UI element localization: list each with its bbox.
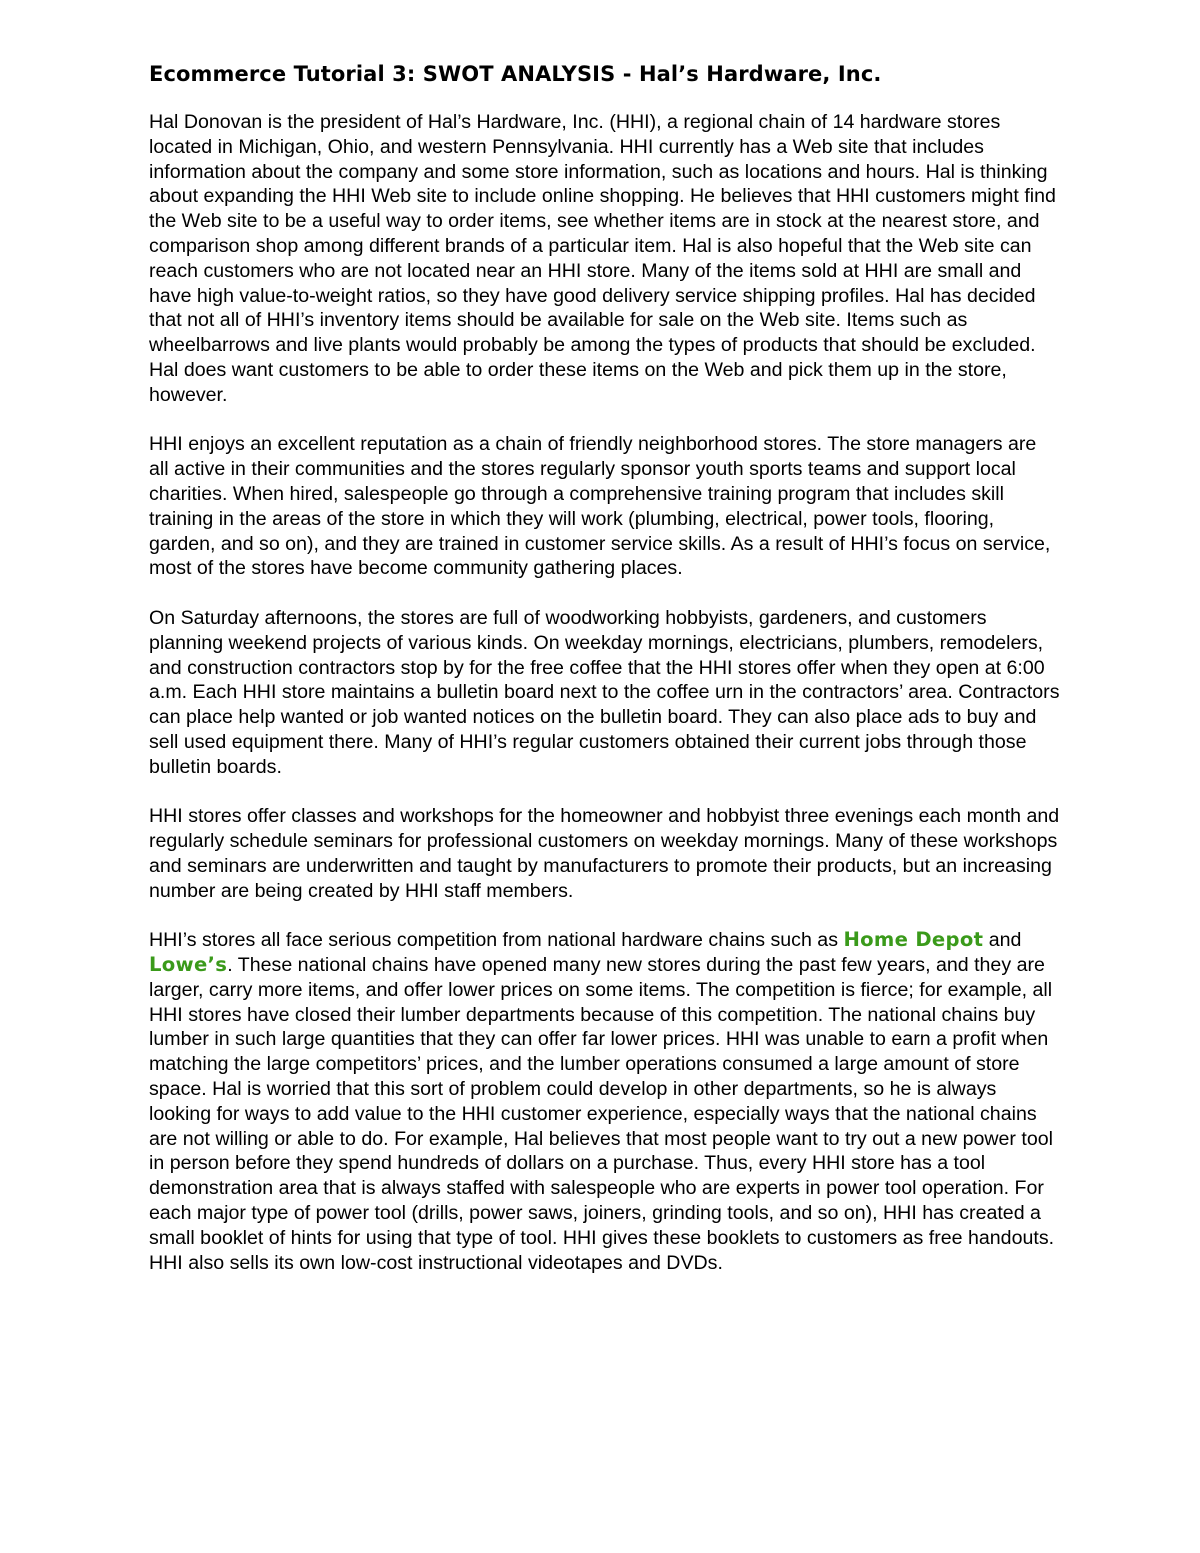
brand-lowes: Lowe’s <box>149 953 228 977</box>
brand-home-depot: Home Depot <box>843 928 984 952</box>
paragraph-intro: Hal Donovan is the president of Hal’s Hardware, Inc. (HHI), a regional chain of 14 hardware stores located in Michigan, Ohio, and western Pennsylvania. HHI currently has a Web site that includes information about the company and some store information, such as locations and hours. Hal is thinking about expanding the HHI Web site to include online shopping. He believes that HHI customers might find the Web site to be a useful way to order items, see whether items are in stock at the nearest store, and comparison shop among different brands of a particular item. Hal is also hopeful that the Web site can reach customers who are not located near an HHI store. Many of the items sold at HHI are small and have high value-to-weight ratios, so they have good delivery service shipping profiles. Hal has decided that not all of HHI’s inventory items should be available for sale on the Web site. Items such as wheelbarrows and live plants would probably be among the types of products that should be excluded. Hal does want customers to be able to order these items on the Web and pick them up in the store, however. <box>149 111 1056 406</box>
paragraph-saturday: On Saturday afternoons, the stores are full of woodworking hobbyists, gardeners, and customers planning weekend projects of various kinds. On weekday mornings, electricians, plumbers, remodelers, and construction contractors stop by for the free coffee that the HHI stores offer when they open at 6:00 a.m. Each HHI store maintains a bulletin board next to the coffee urn in the contractors’ area. Contractors can place help wanted or job wanted notices on the bulletin board. They can also place ads to buy and sell used equipment there. Many of HHI’s regular customers obtained their current jobs through those bulletin boards. <box>149 606 1060 778</box>
competition-body-text: . These national chains have opened many new stores during the past few years, and they are larger, carry more items, and offer lower prices on some items. The competition is fierce; for example, all HHI stores have closed their lumber departments because of this competition. The national chains buy lumber in such large quantities that they can offer far lower prices. HHI was unable to earn a profit when matching the large competitors’ prices, and the lumber operations consumed a large amount of store space. Hal is worried that this sort of problem could develop in other departments, so he is always looking for ways to add value to the HHI customer experience, especially ways that the national chains are not willing or able to do. For example, Hal believes that most people want to try out a new power tool in person before they spend hundreds of dollars on a purchase. Thus, every HHI store has a tool demonstration area that is always staffed with salespeople who are experts in power tool operation. For each major type of power tool (drills, power saws, joiners, grinding tools, and so on), HHI has created a small booklet of hints for using that type of tool. HHI gives these booklets to customers as free handouts. HHI also sells its own low-cost instructional videotapes and DVDs. <box>149 954 1055 1274</box>
competition-intro-text: HHI’s stores all face serious competition from national hardware chains such as <box>149 929 844 952</box>
paragraph-reputation: HHI enjoys an excellent reputation as a chain of friendly neighborhood stores. The store managers are all active in their communities and the stores regularly sponsor youth sports teams and support local charities. When hired, salespeople go through a comprehensive training program that includes skill training in the areas of the store in which they will work (plumbing, electrical, power tools, flooring, garden, and so on), and they are trained in customer service skills. As a result of HHI’s focus on service, most of the stores have become community gathering places. <box>149 433 1051 580</box>
conjunction-text: and <box>983 929 1022 952</box>
paragraph-competition <box>149 928 1061 1275</box>
paragraph-classes: HHI stores offer classes and workshops for the homeowner and hobbyist three evenings each month and regularly schedule seminars for professional customers on weekday mornings. Many of these workshops and seminars are underwritten and taught by manufacturers to promote their products, but an increasing number are being created by HHI staff members. <box>149 805 1060 902</box>
document-title: Ecommerce Tutorial 3: SWOT ANALYSIS - Hal’s Hardware, Inc. <box>149 62 882 86</box>
document-page <box>149 58 1061 1300</box>
